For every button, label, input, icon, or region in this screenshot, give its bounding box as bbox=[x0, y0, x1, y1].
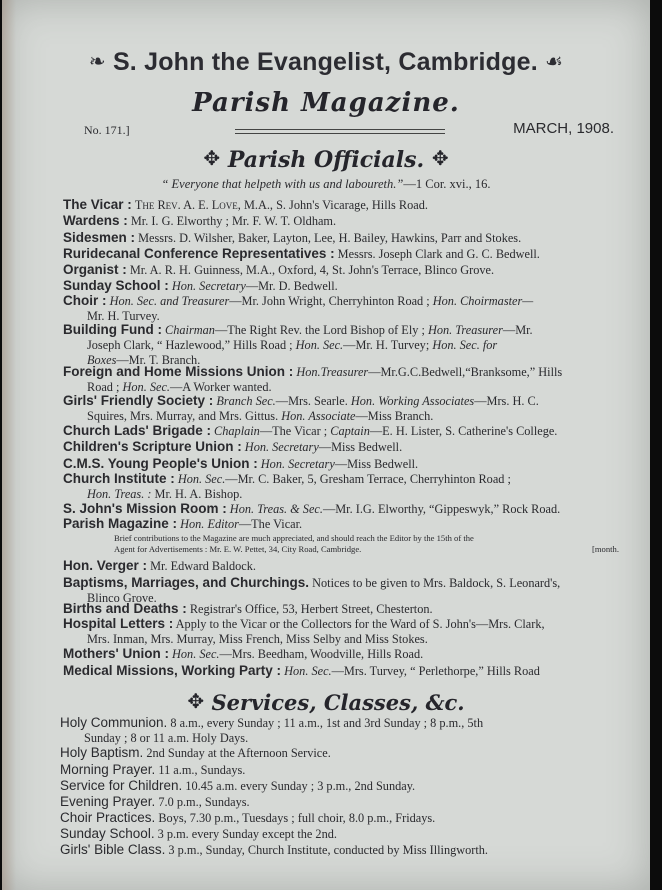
magazine-note: Brief contributions to the Magazine are much appreciated, and should reach the Editor by the 15th of the Agent for Advertisements : Mr. E. W. Pettet, 34, City Road, Cambridge. [month. bbox=[114, 533, 619, 554]
entry-verger: Hon. Verger : Mr. Edward Baldock. bbox=[63, 558, 256, 573]
entry-ruridecanal: Ruridecanal Conference Representatives : Messrs. Joseph Clark and G. C. Bedwell. bbox=[63, 246, 540, 261]
fleuron-left-icon: ❧ bbox=[88, 51, 106, 73]
entry-parish-magazine: Parish Magazine : Hon. Editor—The Vicar. bbox=[63, 516, 303, 531]
entry-missions-union: Foreign and Home Missions Union : Hon.Treasurer—Mr.G.C.Bedwell,“Branksome,” Hills Road ; Hon. Sec.—A Worker wanted. bbox=[63, 364, 563, 394]
entry-hospital-letters: Hospital Letters : Apply to the Vicar or the Collectors for the Ward of S. John's—Mrs. Clark, Mrs. Inman, Mrs. Murray, Miss French, Miss Selby and Miss Stokes. bbox=[63, 616, 545, 646]
entry-scripture-union: Children's Scripture Union : Hon. Secretary—Miss Bedwell. bbox=[63, 439, 403, 454]
entry-sunday-school: Sunday School : Hon. Secretary—Mr. D. Bedwell. bbox=[63, 278, 338, 293]
entry-girls-friendly: Girls' Friendly Society : Branch Sec.—Mrs. Searle. Hon. Working Associates—Mrs. H. C. Squires, Mrs. Murray, and Mrs. Gittus. Hon. Associate—Miss Branch. bbox=[63, 393, 539, 423]
entry-lads-brigade: Church Lads' Brigade : Chaplain—The Vicar ; Captain—E. H. Lister, S. Catherine's College. bbox=[63, 423, 558, 438]
service-girls-bible-class: Girls' Bible Class. 3 p.m., Sunday, Church Institute, conducted by Miss Illingworth. bbox=[60, 842, 489, 857]
entry-baptisms: Baptisms, Marriages, and Churchings. Notices to be given to Mrs. Baldock, S. Leonard's, Blinco Grove. bbox=[63, 575, 561, 605]
officials-heading: ✥ Parish Officials. ✥ bbox=[203, 146, 449, 173]
entry-cms-union: C.M.S. Young People's Union : Hon. Secretary—Miss Bedwell. bbox=[63, 456, 419, 471]
entry-building-fund: Building Fund : Chairman—The Right Rev. the Lord Bishop of Ely ; Hon. Treasurer—Mr. Joseph Clark, “ Hazlewood,” Hills Road ; Hon. Sec.—Mr. H. Turvey; Hon. Sec. for Boxes—Mr. T. Branch. bbox=[63, 322, 533, 367]
church-name: S. John the Evangelist, Cambridge. bbox=[112, 48, 538, 76]
service-children: Service for Children. 10.45 a.m. every Sunday ; 3 p.m., 2nd Sunday. bbox=[60, 778, 416, 793]
issue-date: MARCH, 1908. bbox=[513, 120, 614, 137]
service-holy-baptism: Holy Baptism. 2nd Sunday at the Afternoon Service. bbox=[60, 745, 331, 760]
entry-vicar: The Vicar : The Rev. A. E. Love, M.A., S. John's Vicarage, Hills Road. bbox=[63, 197, 428, 212]
entry-church-institute: Church Institute : Hon. Sec.—Mr. C. Baker, 5, Gresham Terrace, Cherryhinton Road ; Hon. Treas. : Mr. H. A. Bishop. bbox=[63, 471, 511, 501]
entry-choir: Choir : Hon. Sec. and Treasurer—Mr. John Wright, Cherryhinton Road ; Hon. Choirmaster— Mr. H. Turvey. bbox=[63, 293, 534, 323]
issue-number: No. 171.] bbox=[84, 123, 130, 137]
double-rule bbox=[235, 133, 445, 134]
entry-wardens: Wardens : Mr. I. G. Elworthy ; Mr. F. W. T. Oldham. bbox=[63, 213, 337, 228]
entry-mission-room: S. John's Mission Room : Hon. Treas. & Sec.—Mr. I.G. Elworthy, “Gippeswyk,” Rock Road. bbox=[63, 501, 561, 516]
entry-organist: Organist : Mr. A. R. H. Guinness, M.A., Oxford, 4, St. John's Terrace, Blinco Grove. bbox=[63, 262, 495, 277]
scripture-quote: “ Everyone that helpeth with us and laboureth.”—1 Cor. xvi., 16. bbox=[161, 177, 491, 191]
service-evening-prayer: Evening Prayer. 7.0 p.m., Sundays. bbox=[60, 794, 250, 809]
entry-medical-missions: Medical Missions, Working Party : Hon. Sec.—Mrs. Turvey, “ Perlethorpe,” Hills Road bbox=[63, 663, 540, 678]
ornament-left-icon: ✥ bbox=[203, 146, 221, 170]
service-sunday-school: Sunday School. 3 p.m. every Sunday except the 2nd. bbox=[60, 826, 337, 841]
magazine-title: Parish Magazine. bbox=[192, 88, 460, 118]
service-morning-prayer: Morning Prayer. 11 a.m., Sundays. bbox=[60, 762, 246, 777]
magazine-page bbox=[2, 0, 650, 890]
fleuron-right-icon: ☙ bbox=[545, 51, 564, 73]
ornament-right-icon: ✥ bbox=[431, 146, 449, 170]
entry-mothers-union: Mothers' Union : Hon. Sec.—Mrs. Beedham, Woodville, Hills Road. bbox=[63, 646, 424, 661]
services-heading: ✥ Services, Classes, &c. bbox=[187, 689, 465, 715]
double-rule bbox=[235, 129, 445, 130]
entry-births-deaths: Births and Deaths : Registrar's Office, 53, Herbert Street, Chesterton. bbox=[63, 601, 433, 616]
ornament-left-icon: ✥ bbox=[187, 689, 205, 713]
service-choir-practices: Choir Practices. Boys, 7.30 p.m., Tuesdays ; full choir, 8.0 p.m., Fridays. bbox=[60, 810, 436, 825]
entry-sidesmen: Sidesmen : Messrs. D. Wilsher, Baker, Layton, Lee, H. Bailey, Hawkins, Parr and Stokes. bbox=[63, 230, 522, 245]
church-heading bbox=[2, 48, 650, 77]
service-holy-communion: Holy Communion. 8 a.m., every Sunday ; 11 a.m., 1st and 3rd Sunday ; 8 p.m., 5th Sunday ; 8 or 11 a.m. Holy Days. bbox=[60, 715, 484, 745]
